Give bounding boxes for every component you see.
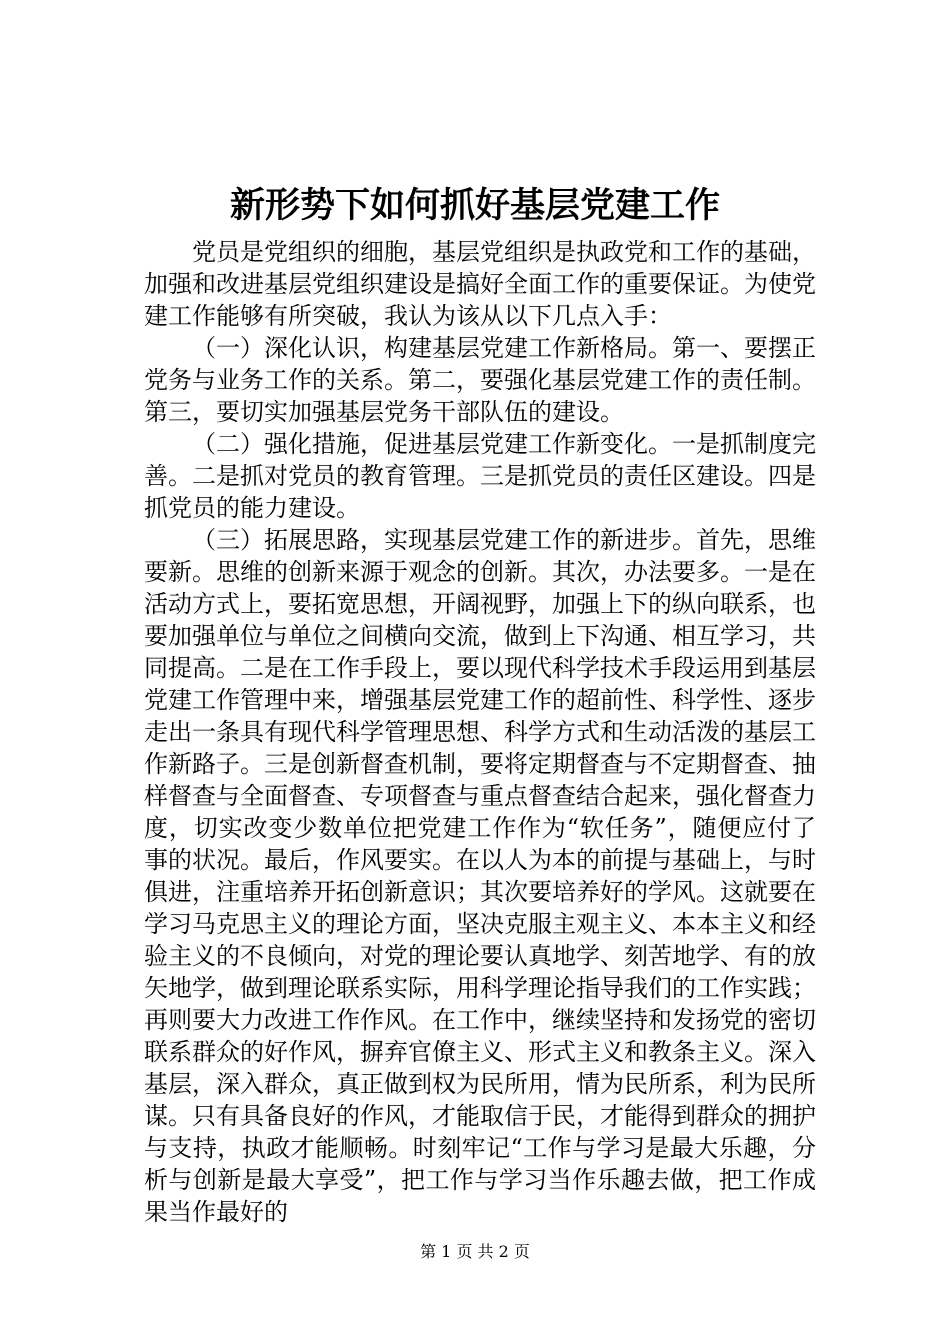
- page-number-footer: 第 1 页 共 2 页: [420, 1242, 530, 1261]
- document-title: 新形势下如何抓好基层党建工作: [229, 185, 720, 226]
- paragraph-section-3: （三）拓展思路，实现基层党建工作的新进步。首先，思维要新。思维的创新来源于观念的创新。其次，办法要多。一是在活动方式上，要拓宽思想，开阔视野，加强上下的纵向联系，也要加强单位与单位之间横向交流，做到上下沟通、相互学习，共同提高。二是在工作手段上，要以现代科学技术手段运用到基层党建工作管理中来，增强基层党建工作的超前性、科学性、逐步走出一条具有现代科学管理思想、科学方式和生动活泼的基层工作新路子。三是创新督查机制，要将定期督查与不定期督查、抽样督查与全面督查、专项督查与重点督查结合起来，强化督查力度，切实改变少数单位把党建工作作为“软任务”，随便应付了事的状况。最后，作风要实。在以人为本的前提与基础上，与时俱进，注重培养开拓创新意识；其次要培养好的学风。这就要在学习马克思主义的理论方面，坚决克服主观主义、本本主义和经验主义的不良倾向，对党的理论要认真地学、刻苦地学、有的放矢地学，做到理论联系实际，用科学理论指导我们的工作实践；再则要大力改进工作作风。在工作中，继续坚持和发扬党的密切联系群众的好作风，摒弃官僚主义、形式主义和教条主义。深入基层，深入群众，真正做到权为民所用，情为民所系，利为民所谋。只有具备良好的作风，才能取信于民，才能得到群众的拥护与支持，执政才能顺畅。时刻牢记“工作与学习是最大乐趣，分析与创新是最大享受”，把工作与学习当作乐趣去做，把工作成果当作最好的: [144, 526, 816, 1226]
- document-body: [144, 236, 816, 1228]
- paragraph-intro: 党员是党组织的细胞，基层党组织是执政党和工作的基础，加强和改进基层党组织建设是搞好全面工作的重要保证。为使党建工作能够有所突破，我认为该从以下几点入手：: [144, 238, 816, 330]
- paragraph-section-1: （一）深化认识，构建基层党建工作新格局。第一、要摆正党务与业务工作的关系。第二，要强化基层党建工作的责任制。第三，要切实加强基层党务干部队伍的建设。: [144, 334, 816, 426]
- paragraph-section-2: （二）强化措施，促进基层党建工作新变化。一是抓制度完善。二是抓对党员的教育管理。三是抓党员的责任区建设。四是抓党员的能力建设。: [144, 430, 816, 522]
